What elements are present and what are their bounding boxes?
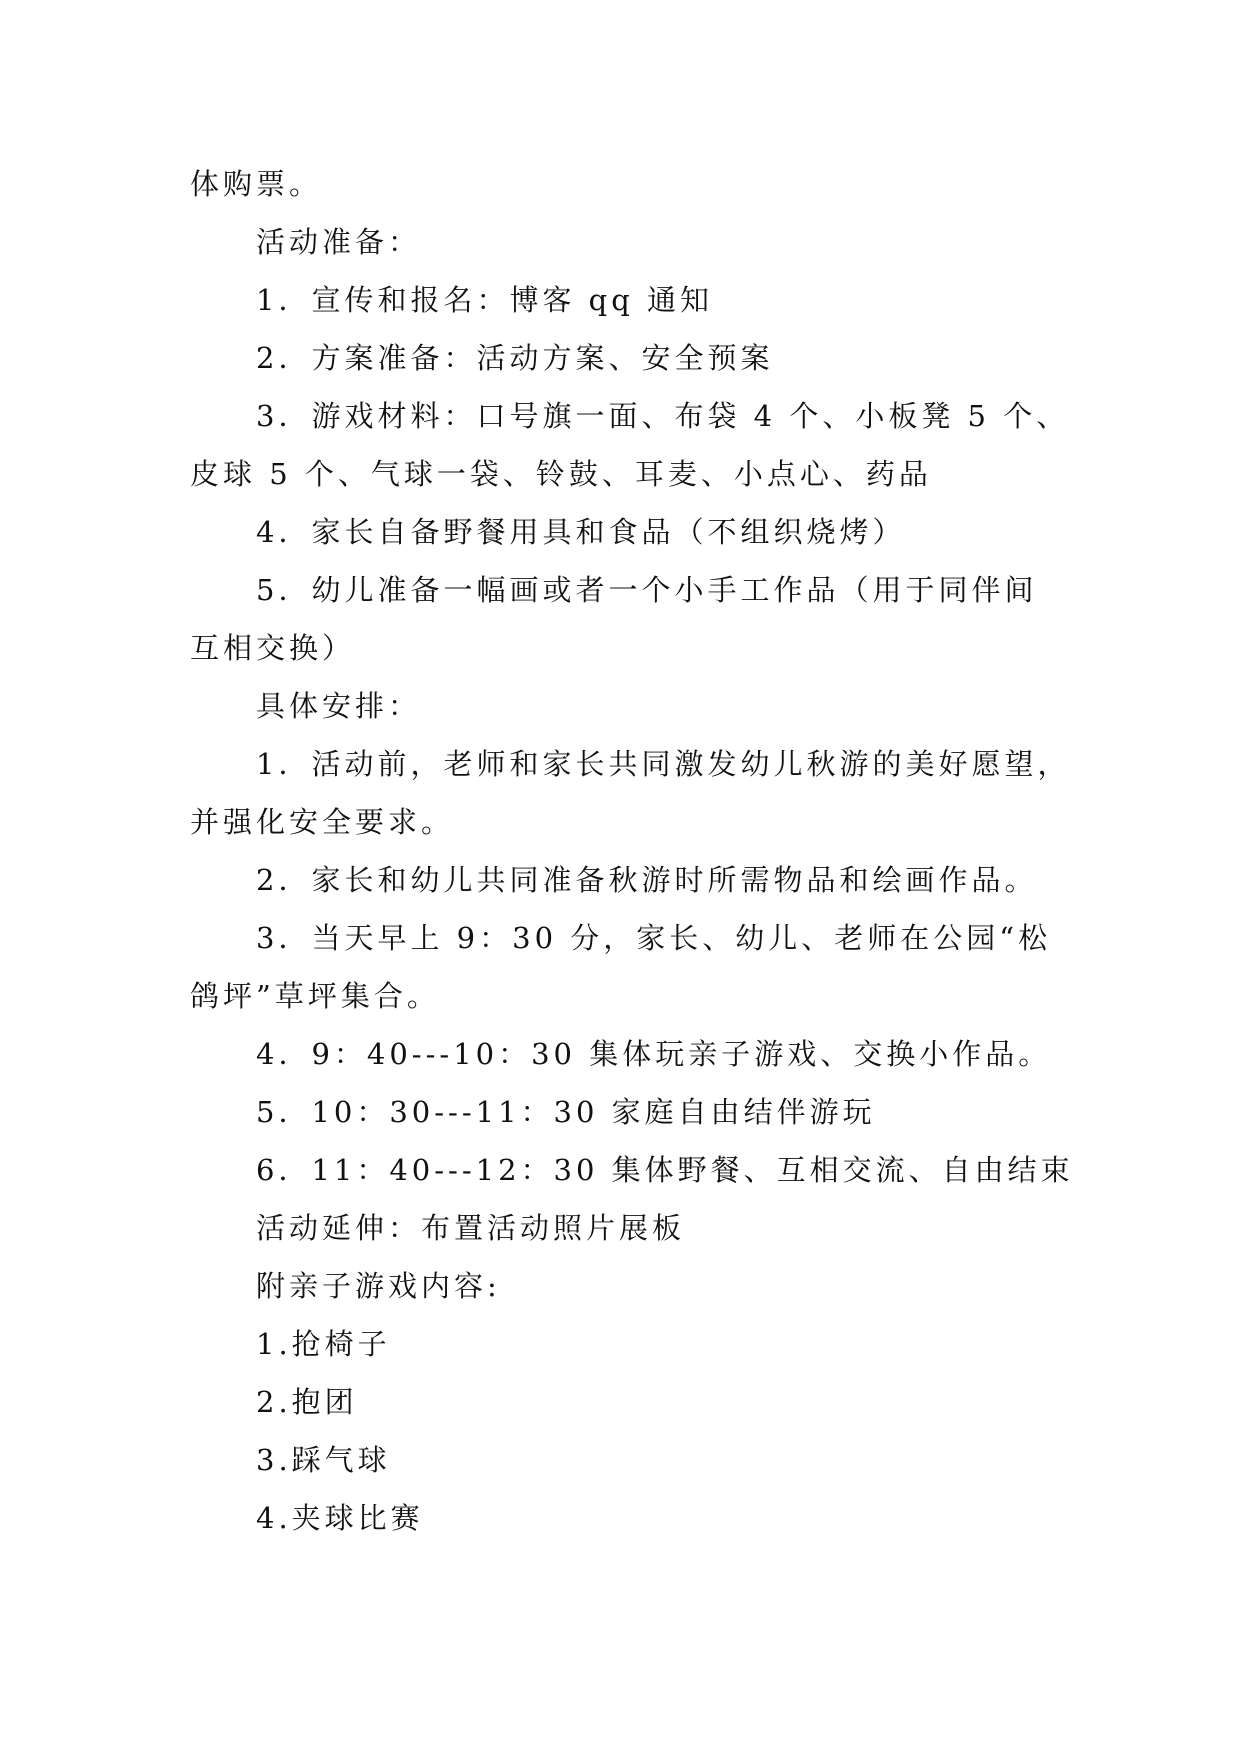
text-line-continuation-tickets: 体购票。 bbox=[190, 167, 323, 201]
prep-item-1: 1．宣传和报名：博客 qq 通知 bbox=[256, 283, 714, 317]
game-item-3: 3.踩气球 bbox=[256, 1443, 391, 1477]
schedule-item-3-continued: 鸽坪”草坪集合。 bbox=[190, 979, 440, 1013]
heading-games: 附亲子游戏内容: bbox=[256, 1269, 501, 1303]
prep-item-5: 5．幼儿准备一幅画或者一个小手工作品（用于同伴间 bbox=[256, 573, 1038, 607]
schedule-item-1: 1．活动前，老师和家长共同激发幼儿秋游的美好愿望， bbox=[256, 747, 1071, 781]
activity-extension: 活动延伸：布置活动照片展板 bbox=[256, 1211, 686, 1245]
game-item-4: 4.夹球比赛 bbox=[256, 1501, 424, 1535]
schedule-item-6: 6．11：40---12：30 集体野餐、互相交流、自由结束 bbox=[256, 1153, 1074, 1187]
game-item-2: 2.抱团 bbox=[256, 1385, 358, 1419]
prep-item-3: 3．游戏材料：口号旗一面、布袋 4 个、小板凳 5 个、 bbox=[256, 399, 1070, 433]
heading-schedule: 具体安排： bbox=[256, 689, 422, 723]
prep-item-3-continued: 皮球 5 个、气球一袋、铃鼓、耳麦、小点心、药品 bbox=[190, 457, 932, 491]
prep-item-2: 2．方案准备：活动方案、安全预案 bbox=[256, 341, 774, 375]
schedule-item-3: 3．当天早上 9：30 分，家长、幼儿、老师在公园“松 bbox=[256, 921, 1052, 955]
prep-item-4: 4．家长自备野餐用具和食品（不组织烧烤） bbox=[256, 515, 906, 549]
prep-item-5-continued: 互相交换） bbox=[190, 631, 356, 665]
schedule-item-2: 2．家长和幼儿共同准备秋游时所需物品和绘画作品。 bbox=[256, 863, 1038, 897]
game-item-1: 1.抢椅子 bbox=[256, 1327, 391, 1361]
schedule-item-4: 4．9：40---10：30 集体玩亲子游戏、交换小作品。 bbox=[256, 1037, 1052, 1071]
schedule-item-5: 5．10：30---11：30 家庭自由结伴游玩 bbox=[256, 1095, 876, 1129]
schedule-item-1-continued: 并强化安全要求。 bbox=[190, 805, 455, 839]
heading-activity-preparation: 活动准备： bbox=[256, 225, 422, 259]
